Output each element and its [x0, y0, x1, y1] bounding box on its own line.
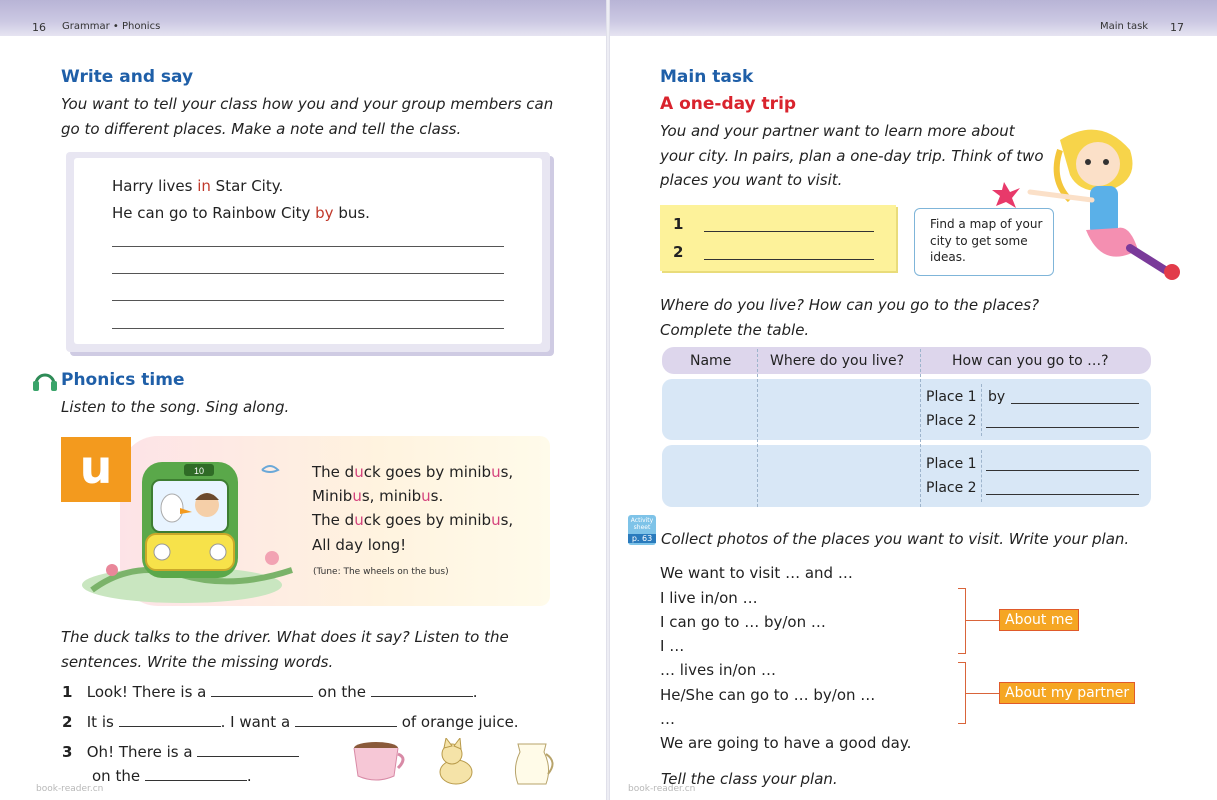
- page-number: 17: [1170, 21, 1184, 34]
- girl-illustration-icon: [990, 120, 1190, 290]
- exercise-item-2: 2 It is . I want a of orange juice.: [62, 713, 519, 731]
- plan-line: I live in/on …: [660, 589, 758, 607]
- about-partner-tag: About my partner: [999, 682, 1135, 704]
- watermark: book-reader.cn: [36, 784, 104, 794]
- bracket-connector: [966, 620, 1000, 621]
- plan-line: …: [660, 710, 675, 728]
- answer-blank[interactable]: [295, 713, 397, 727]
- closing-instruction: Tell the class your plan.: [661, 770, 838, 788]
- plan-line: We are going to have a good day.: [660, 734, 912, 752]
- answer-blank[interactable]: [371, 683, 473, 697]
- yellow-note: [660, 205, 896, 271]
- write-and-say-heading: Write and say: [61, 67, 194, 87]
- column-divider: [757, 349, 758, 507]
- bus-illustration-icon: [72, 450, 312, 610]
- column-divider: [981, 384, 982, 436]
- note-item-1: 1: [673, 215, 684, 233]
- place-label: Place 1: [926, 389, 977, 405]
- cup-icon: [350, 738, 410, 784]
- answer-blank[interactable]: [145, 767, 247, 781]
- song-line: All day long!: [312, 536, 407, 554]
- song-line: The duck goes by minibus,: [312, 511, 514, 529]
- place-blank-2[interactable]: [704, 246, 874, 260]
- activity-sheet-badge: Activity sheet p. 63: [628, 515, 656, 545]
- plan-line: We want to visit … and …: [660, 564, 853, 582]
- writing-line[interactable]: [112, 328, 504, 329]
- plan-line: … lives in/on …: [660, 661, 776, 679]
- one-day-trip-heading: A one-day trip: [660, 94, 797, 114]
- write-and-say-instruction: You want to tell your class how you and your group members can go to different places. Make a note and tell the class.: [61, 95, 554, 138]
- plan-line: He/She can go to … by/on …: [660, 686, 876, 704]
- bracket-about-me: [958, 588, 966, 654]
- about-me-tag: About me: [999, 609, 1079, 631]
- table-row[interactable]: [662, 379, 1151, 440]
- main-task-instruction: You and your partner want to learn more about your city. In pairs, plan a one-day trip. Think of two places you want to visit.: [660, 122, 1044, 189]
- example-sentence-1: Harry lives in Star City.: [112, 177, 284, 195]
- table-row[interactable]: [662, 445, 1151, 507]
- song-line: Minibus, minibus.: [312, 487, 444, 505]
- song-line: The duck goes by minibus,: [312, 463, 514, 481]
- col-where: Where do you live?: [770, 353, 905, 369]
- col-how: How can you go to …?: [952, 353, 1109, 369]
- plan-line: I …: [660, 637, 685, 655]
- bubble-text: Find a map of your city to get some ideas.: [930, 217, 1043, 264]
- watermark: book-reader.cn: [628, 784, 696, 794]
- cat-icon: [428, 738, 484, 788]
- left-page: [0, 0, 606, 800]
- section-label: Grammar • Phonics: [62, 21, 161, 32]
- bracket-connector: [966, 693, 1000, 694]
- headphones-icon: [32, 368, 58, 392]
- column-divider: [981, 450, 982, 502]
- song-tune: (Tune: The wheels on the bus): [313, 567, 449, 577]
- bus-number: 10: [193, 466, 205, 476]
- writing-line[interactable]: [112, 273, 504, 274]
- transport-blank[interactable]: [986, 481, 1139, 495]
- place-label: Place 2: [926, 480, 977, 496]
- phonics-heading: Phonics time: [61, 370, 185, 390]
- main-task-heading: Main task: [660, 67, 754, 87]
- place-label: Place 1: [926, 456, 977, 472]
- by-label: by: [988, 389, 1006, 405]
- exercise-item-3-cont: on the .: [92, 767, 252, 785]
- plan-line: I can go to … by/on …: [660, 613, 826, 631]
- table-instruction: Where do you live? How can you go to the places? Complete the table.: [660, 296, 1040, 339]
- answer-blank[interactable]: [119, 713, 221, 727]
- writing-line[interactable]: [112, 246, 504, 247]
- example-sentence-2: He can go to Rainbow City by bus.: [112, 204, 370, 222]
- place-blank-1[interactable]: [704, 218, 874, 232]
- note-item-2: 2: [673, 243, 684, 261]
- jug-icon: [506, 738, 562, 788]
- column-divider: [920, 349, 921, 507]
- answer-blank[interactable]: [211, 683, 313, 697]
- col-name: Name: [690, 353, 732, 369]
- page-number: 16: [32, 21, 46, 34]
- place-label: Place 2: [926, 413, 977, 429]
- bracket-about-partner: [958, 662, 966, 724]
- plan-instruction: Collect photos of the places you want to visit. Write your plan.: [661, 530, 1130, 548]
- listening-instruction: The duck talks to the driver. What does it say? Listen to the sentences. Write the missing words.: [61, 628, 509, 671]
- answer-blank[interactable]: [197, 743, 299, 757]
- exercise-item-1: 1 Look! There is a on the .: [62, 683, 478, 701]
- writing-line[interactable]: [112, 300, 504, 301]
- transport-blank[interactable]: [1011, 390, 1139, 404]
- transport-blank[interactable]: [986, 414, 1139, 428]
- exercise-item-3: 3 Oh! There is a: [62, 743, 299, 761]
- phonics-instruction: Listen to the song. Sing along.: [61, 398, 290, 416]
- section-label: Main task: [1100, 21, 1149, 32]
- phonics-letter-box: u: [61, 437, 131, 502]
- transport-blank[interactable]: [986, 457, 1139, 471]
